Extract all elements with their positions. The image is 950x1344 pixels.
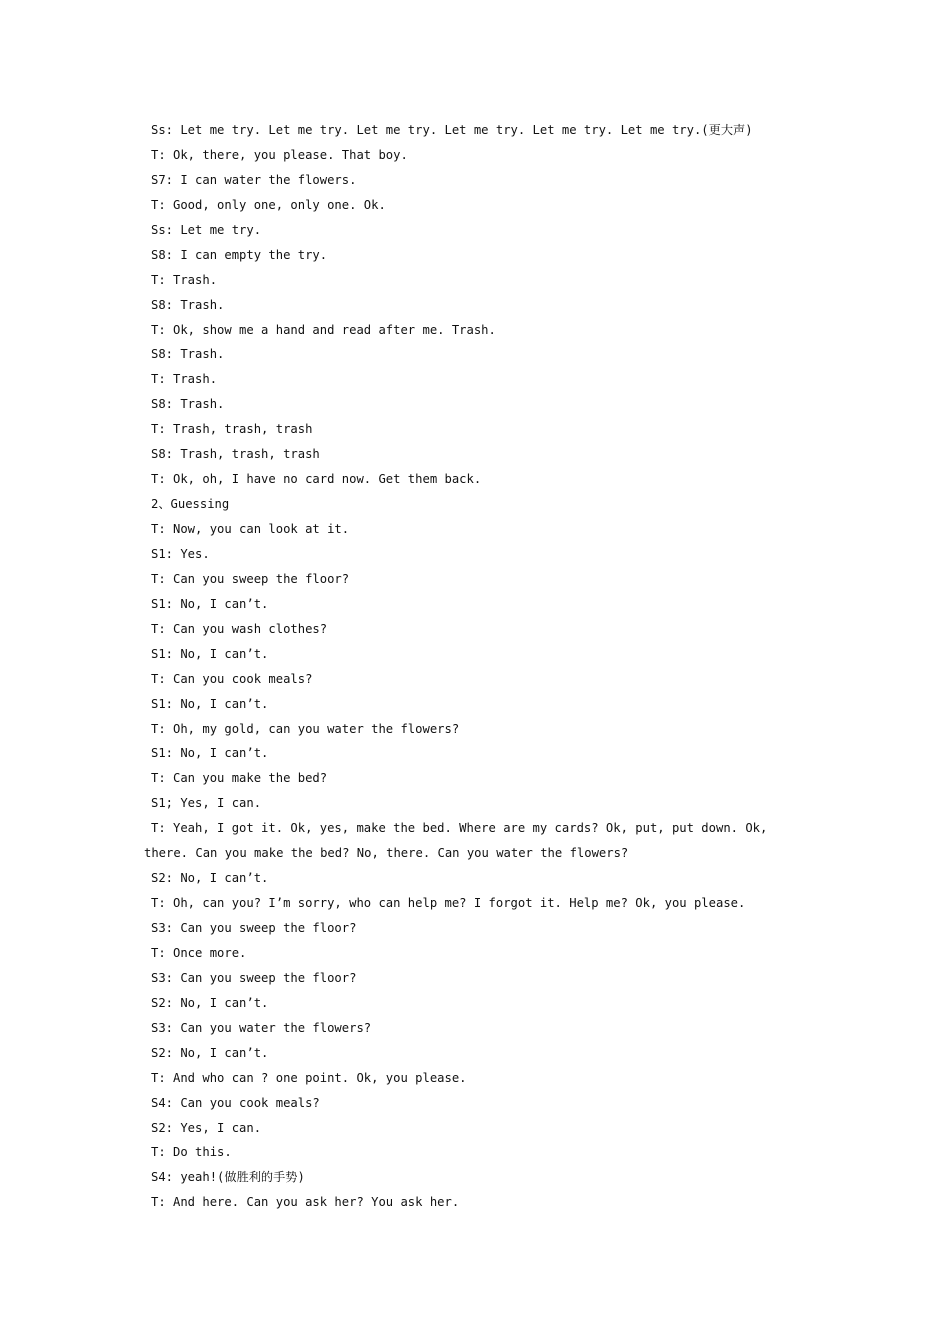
transcript-body [144, 118, 816, 1215]
dialogue-line: S1: No, I can’t. [151, 746, 269, 761]
dialogue-line: S8: Trash. [151, 297, 225, 312]
dialogue-line: S2: No, I can’t. [151, 995, 269, 1010]
section-heading: 2、Guessing [151, 497, 230, 512]
dialogue-line: S8: Trash. [151, 397, 225, 412]
dialogue-line: T: Good, only one, only one. Ok. [151, 197, 386, 212]
dialogue-line: T: Ok, there, you please. That boy. [151, 147, 408, 162]
dialogue-line: T: Now, you can look at it. [151, 522, 350, 536]
dialogue-line: S1: No, I can’t. [151, 596, 269, 611]
dialogue-line: S3: Can you sweep the floor? [151, 921, 357, 936]
dialogue-line: T: Can you sweep the floor? [151, 571, 350, 586]
dialogue-line: S8: I can empty the try. [151, 247, 328, 262]
dialogue-line: T: Ok, oh, I have no card now. Get them back. [151, 472, 482, 487]
dialogue-line: S7: I can water the flowers. [151, 172, 357, 187]
dialogue-line: S3: Can you sweep the floor? [151, 970, 357, 985]
dialogue-line: S4: yeah!(做胜利的手势) [151, 1170, 305, 1185]
dialogue-line: S1: Yes. [151, 546, 210, 561]
dialogue-line: S8: Trash, trash, trash [151, 447, 320, 462]
dialogue-line: T: Oh, my gold, can you water the flowers? [151, 721, 460, 736]
dialogue-line: S2: Yes, I can. [151, 1120, 262, 1135]
dialogue-line: T: Can you cook meals? [151, 671, 313, 686]
dialogue-line: T: Yeah, I got it. Ok, yes, make the bed. Where are my cards? Ok, put, put down. Ok, there. Can you make the bed? No, there. Can you water the flowers? [144, 821, 768, 861]
dialogue-line: T: Trash. [151, 272, 218, 287]
dialogue-line: Ss: Let me try. [151, 222, 262, 237]
dialogue-line: T: Trash, trash, trash [151, 422, 313, 437]
dialogue-line: S2: No, I can’t. [151, 1045, 269, 1060]
dialogue-line: T: And who can ? one point. Ok, you please. [151, 1070, 467, 1085]
dialogue-line: T: Once more. [151, 945, 247, 960]
dialogue-line: T: Can you wash clothes? [151, 621, 328, 636]
dialogue-line: T: And here. Can you ask her? You ask her. [151, 1195, 460, 1210]
dialogue-line: T: Oh, can you? I’m sorry, who can help me? I forgot it. Help me? Ok, you please. [151, 896, 746, 911]
dialogue-line: S1; Yes, I can. [151, 796, 262, 811]
dialogue-line: S8: Trash. [151, 347, 225, 362]
dialogue-line: T: Trash. [151, 372, 218, 387]
dialogue-line: S4: Can you cook meals? [151, 1095, 320, 1110]
dialogue-line: S1: No, I can’t. [151, 696, 269, 711]
dialogue-line: S3: Can you water the flowers? [151, 1020, 372, 1035]
dialogue-line: S1: No, I can’t. [151, 646, 269, 661]
dialogue-line: Ss: Let me try. Let me try. Let me try. Let me try. Let me try. Let me try.(更大声) [151, 123, 753, 137]
dialogue-line: S2: No, I can’t. [151, 871, 269, 886]
dialogue-line: T: Do this. [151, 1145, 232, 1160]
dialogue-line: T: Can you make the bed? [151, 771, 328, 786]
dialogue-line: T: Ok, show me a hand and read after me. Trash. [151, 322, 496, 337]
